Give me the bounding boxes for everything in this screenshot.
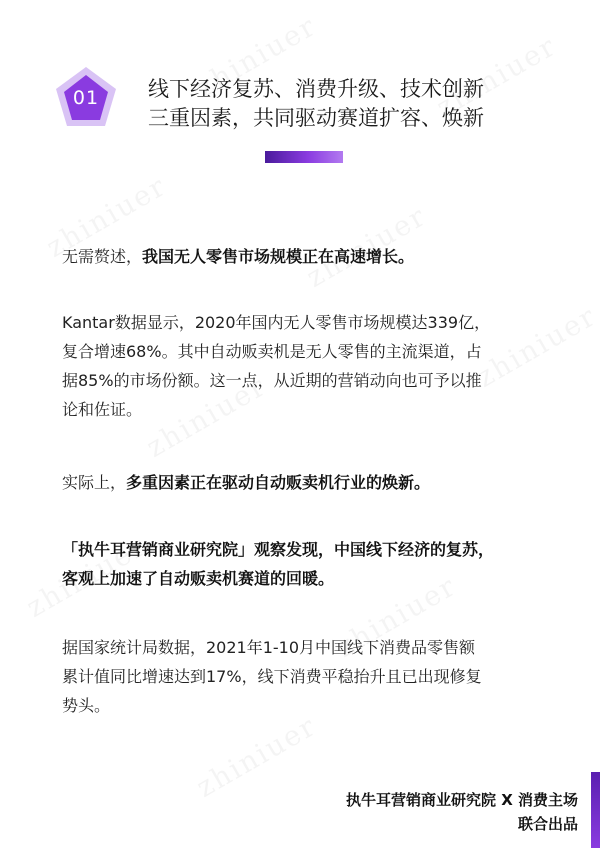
section-number: 01 — [72, 87, 100, 109]
section-number-badge — [55, 66, 117, 128]
paragraph-line: 客观上加速了自动贩卖机赛道的回暖。 — [62, 569, 335, 588]
footer-line-2: 联合出品 — [517, 815, 578, 833]
paragraph-line: 复合增速68%。其中自动贩卖机是无人零售的主流渠道，占 — [62, 342, 482, 361]
paragraph-line: 「执牛耳营销商业研究院」观察发现，中国线下经济的复苏， — [62, 540, 495, 559]
section-title — [148, 75, 588, 133]
paragraph-line: 累计值同比增速达到17%，线下消费平稳抬升且已出现修复 — [62, 667, 482, 686]
paragraph-intro — [62, 242, 562, 271]
factors-plain-text: 实际上， — [62, 473, 127, 492]
footer-credit — [346, 788, 578, 836]
paragraph-statistics — [62, 633, 562, 720]
paragraph-observation — [62, 535, 562, 593]
paragraph-kantar-data — [62, 308, 562, 424]
factors-bold-text: 多重因素正在驱动自动贩卖机行业的焕新。 — [126, 473, 431, 492]
title-underline-bar — [265, 151, 343, 163]
intro-bold-text: 我国无人零售市场规模正在高速增长。 — [142, 247, 415, 266]
footer-line-1: 执牛耳营销商业研究院 X 消费主场 — [345, 791, 578, 809]
paragraph-line: 论和佐证。 — [62, 400, 143, 419]
paragraph-line: Kantar数据显示，2020年国内无人零售市场规模达339亿， — [62, 313, 491, 332]
watermark — [191, 709, 322, 804]
paragraph-line: 势头。 — [62, 696, 111, 715]
title-line-2: 三重因素，共同驱动赛道扩容、焕新 — [148, 106, 484, 130]
paragraph-factors — [62, 468, 562, 497]
intro-plain-text: 无需赘述， — [62, 247, 143, 266]
paragraph-line: 据国家统计局数据，2021年1-10月中国线下消费品零售额 — [62, 638, 476, 657]
footer-accent-bar — [591, 772, 600, 848]
title-line-1: 线下经济复苏、消费升级、技术创新 — [148, 77, 484, 101]
paragraph-line: 据85%的市场份额。这一点，从近期的营销动向也可予以推 — [62, 371, 482, 390]
